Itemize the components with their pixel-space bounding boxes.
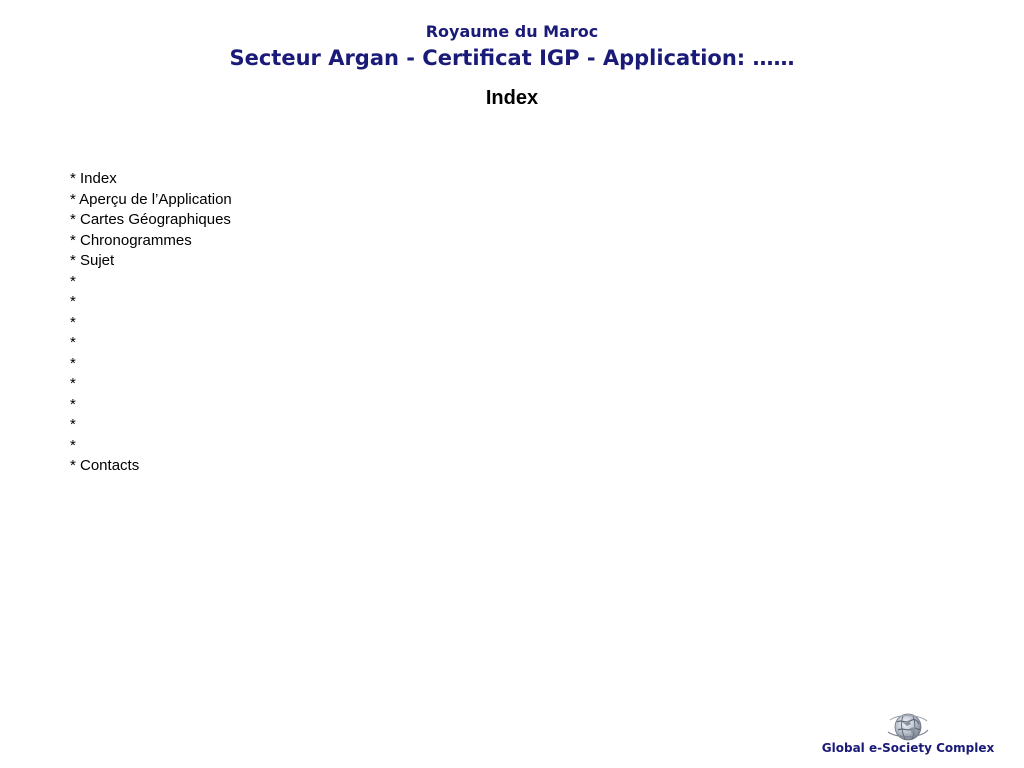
index-item-empty: *: [70, 416, 76, 433]
globe-icon: [886, 712, 930, 742]
index-item-sujet[interactable]: * Sujet: [70, 252, 115, 269]
index-item-empty: *: [70, 272, 76, 290]
index-item-chronogrammes[interactable]: * Chronogrammes: [70, 231, 192, 249]
index-item-empty: *: [70, 375, 76, 392]
index-item-index[interactable]: * Index: [70, 170, 117, 187]
section-heading: Index: [485, 87, 539, 109]
index-item-cartes[interactable]: * Cartes Géographiques: [70, 211, 231, 228]
index-item-empty: *: [70, 395, 76, 413]
index-item-empty: *: [70, 354, 76, 372]
index-list: [70, 169, 232, 477]
footer-brand: [812, 712, 1004, 760]
page-title: Secteur Argan - Certificat IGP - Application: ……: [229, 46, 795, 70]
index-item-contacts[interactable]: * Contacts: [70, 457, 140, 474]
header: [0, 22, 1024, 71]
index-item-apercu[interactable]: * Aperçu de l’Application: [70, 190, 232, 208]
country-name: Royaume du Maroc: [425, 22, 599, 41]
footer-company-name: Global e-Society Complex: [821, 741, 995, 755]
index-item-empty: *: [70, 334, 76, 351]
index-item-empty: *: [70, 313, 76, 331]
index-item-empty: *: [70, 436, 76, 454]
index-item-empty: *: [70, 293, 76, 310]
